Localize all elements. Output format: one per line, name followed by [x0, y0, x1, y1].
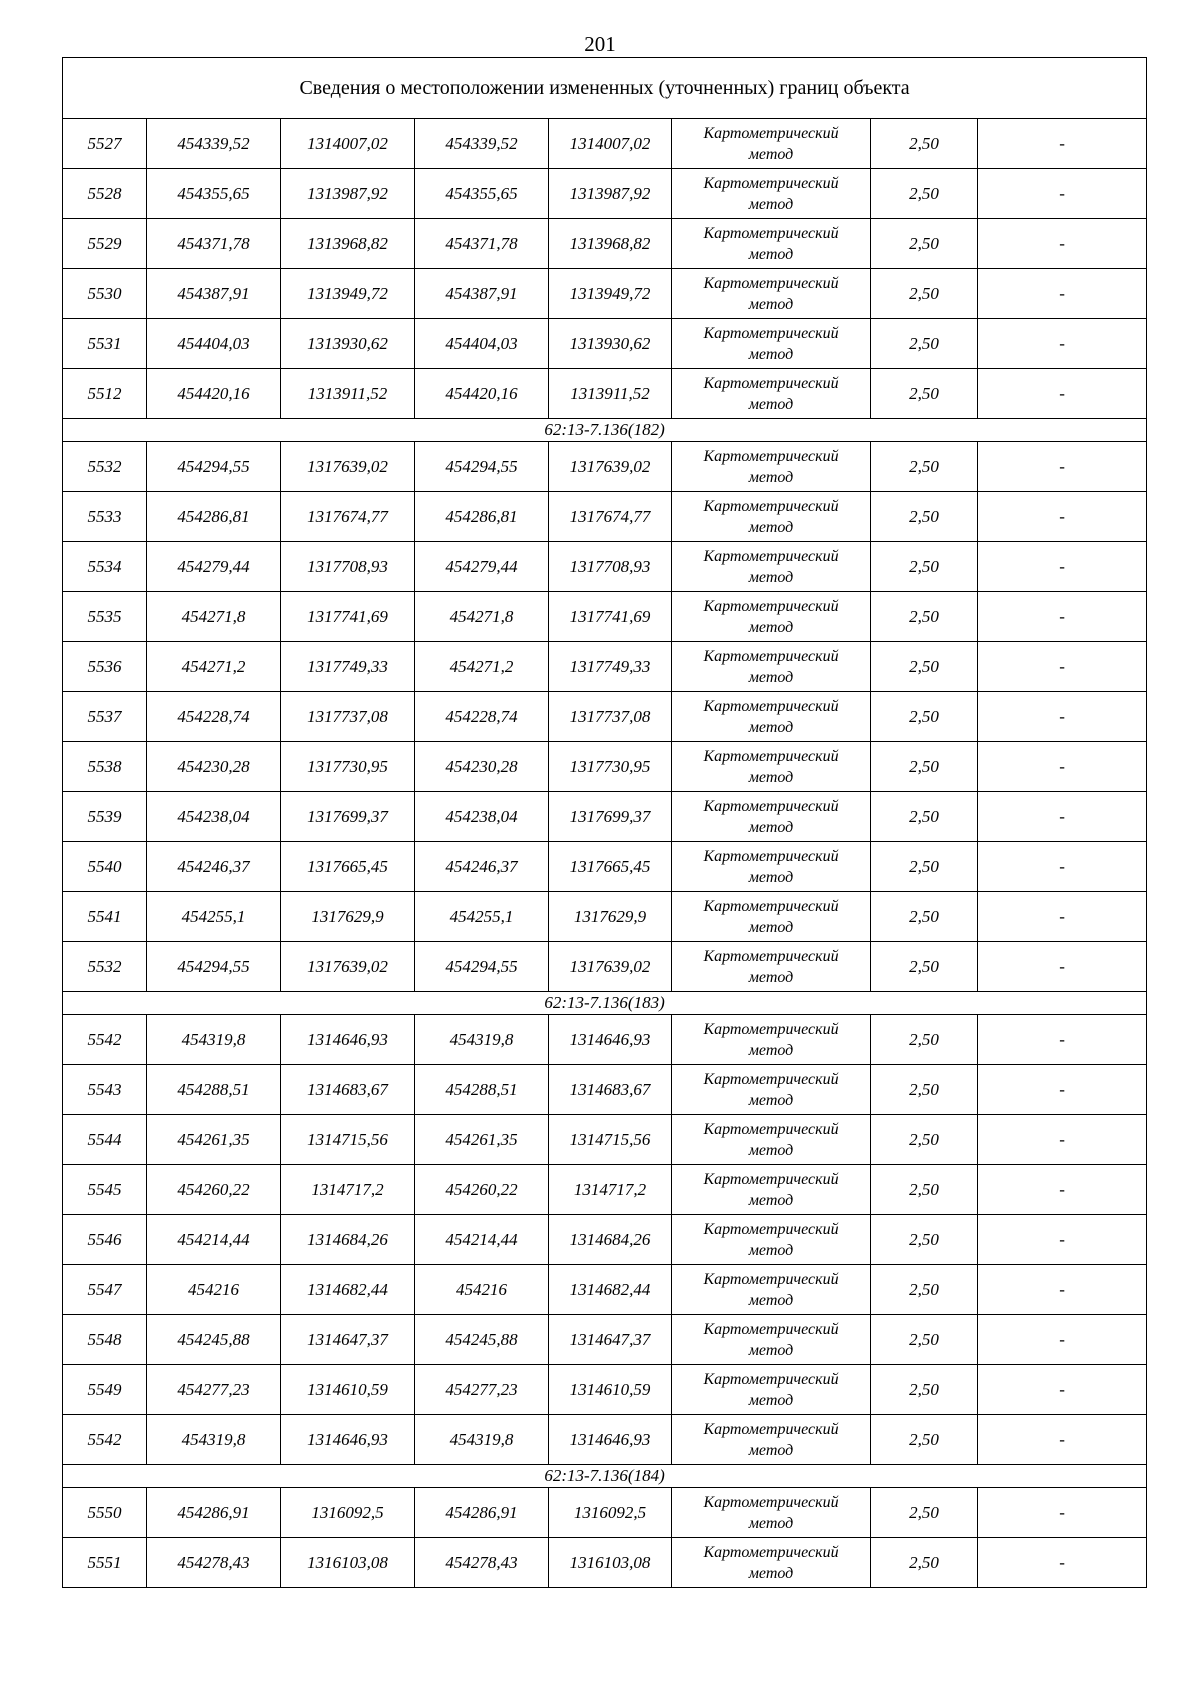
x-existing-cell: 454294,55: [147, 442, 281, 492]
y-refined-cell: 1314646,93: [549, 1415, 672, 1465]
point-number-cell: 5512: [63, 369, 147, 419]
table-row: [63, 319, 1147, 369]
y-existing-cell: 1317749,33: [281, 642, 415, 692]
y-refined-cell: 1317708,93: [549, 542, 672, 592]
description-cell: -: [978, 319, 1147, 369]
x-existing-cell: 454319,8: [147, 1015, 281, 1065]
method-cell: Картометрический метод: [672, 269, 871, 319]
x-existing-cell: 454214,44: [147, 1215, 281, 1265]
y-existing-cell: 1314684,26: [281, 1215, 415, 1265]
accuracy-cell: 2,50: [871, 1538, 978, 1588]
table-row: [63, 1415, 1147, 1465]
y-existing-cell: 1317674,77: [281, 492, 415, 542]
table-row: [63, 1315, 1147, 1365]
y-existing-cell: 1317737,08: [281, 692, 415, 742]
point-number-cell: 5533: [63, 492, 147, 542]
x-existing-cell: 454355,65: [147, 169, 281, 219]
point-number-cell: 5538: [63, 742, 147, 792]
accuracy-cell: 2,50: [871, 369, 978, 419]
table-row: [63, 742, 1147, 792]
method-cell: Картометрический метод: [672, 1015, 871, 1065]
y-refined-cell: 1314717,2: [549, 1165, 672, 1215]
point-number-cell: 5531: [63, 319, 147, 369]
method-cell: Картометрический метод: [672, 119, 871, 169]
x-refined-cell: 454355,65: [415, 169, 549, 219]
description-cell: -: [978, 642, 1147, 692]
y-refined-cell: 1313968,82: [549, 219, 672, 269]
point-number-cell: 5532: [63, 942, 147, 992]
y-existing-cell: 1313930,62: [281, 319, 415, 369]
description-cell: -: [978, 1165, 1147, 1215]
table-row: [63, 1165, 1147, 1215]
accuracy-cell: 2,50: [871, 842, 978, 892]
x-existing-cell: 454371,78: [147, 219, 281, 269]
x-existing-cell: 454294,55: [147, 942, 281, 992]
point-number-cell: 5536: [63, 642, 147, 692]
x-existing-cell: 454246,37: [147, 842, 281, 892]
x-refined-cell: 454279,44: [415, 542, 549, 592]
accuracy-cell: 2,50: [871, 792, 978, 842]
y-existing-cell: 1314646,93: [281, 1015, 415, 1065]
x-refined-cell: 454246,37: [415, 842, 549, 892]
method-cell: Картометрический метод: [672, 542, 871, 592]
y-existing-cell: 1313968,82: [281, 219, 415, 269]
x-refined-cell: 454339,52: [415, 119, 549, 169]
point-number-cell: 5546: [63, 1215, 147, 1265]
y-refined-cell: 1317741,69: [549, 592, 672, 642]
accuracy-cell: 2,50: [871, 442, 978, 492]
y-existing-cell: 1314610,59: [281, 1365, 415, 1415]
description-cell: -: [978, 1065, 1147, 1115]
method-cell: Картометрический метод: [672, 692, 871, 742]
table-row: [63, 492, 1147, 542]
y-existing-cell: 1314646,93: [281, 1415, 415, 1465]
y-refined-cell: 1317629,9: [549, 892, 672, 942]
x-refined-cell: 454288,51: [415, 1065, 549, 1115]
method-cell: Картометрический метод: [672, 942, 871, 992]
x-existing-cell: 454245,88: [147, 1315, 281, 1365]
accuracy-cell: 2,50: [871, 1215, 978, 1265]
x-existing-cell: 454339,52: [147, 119, 281, 169]
y-existing-cell: 1316103,08: [281, 1538, 415, 1588]
y-refined-cell: 1314647,37: [549, 1315, 672, 1365]
x-refined-cell: 454230,28: [415, 742, 549, 792]
boundary-coordinates-table: [62, 57, 1147, 1588]
y-existing-cell: 1314647,37: [281, 1315, 415, 1365]
description-cell: -: [978, 892, 1147, 942]
method-cell: Картометрический метод: [672, 169, 871, 219]
x-existing-cell: 454277,23: [147, 1365, 281, 1415]
point-number-cell: 5547: [63, 1265, 147, 1315]
y-existing-cell: 1314007,02: [281, 119, 415, 169]
accuracy-cell: 2,50: [871, 269, 978, 319]
y-existing-cell: 1317699,37: [281, 792, 415, 842]
table-row: [63, 1265, 1147, 1315]
method-cell: Картометрический метод: [672, 892, 871, 942]
point-number-cell: 5543: [63, 1065, 147, 1115]
x-refined-cell: 454420,16: [415, 369, 549, 419]
method-cell: Картометрический метод: [672, 1415, 871, 1465]
table-row: [63, 842, 1147, 892]
description-cell: -: [978, 1488, 1147, 1538]
table-row: [63, 1115, 1147, 1165]
x-existing-cell: 454260,22: [147, 1165, 281, 1215]
y-refined-cell: 1314682,44: [549, 1265, 672, 1315]
y-refined-cell: 1317730,95: [549, 742, 672, 792]
x-refined-cell: 454261,35: [415, 1115, 549, 1165]
y-refined-cell: 1313949,72: [549, 269, 672, 319]
method-cell: Картометрический метод: [672, 742, 871, 792]
y-refined-cell: 1317699,37: [549, 792, 672, 842]
y-refined-cell: 1313987,92: [549, 169, 672, 219]
x-refined-cell: 454271,8: [415, 592, 549, 642]
table-row: [63, 269, 1147, 319]
table-row: [63, 642, 1147, 692]
point-number-cell: 5527: [63, 119, 147, 169]
description-cell: -: [978, 742, 1147, 792]
x-refined-cell: 454294,55: [415, 442, 549, 492]
parcel-section-label: 62:13-7.136(183): [63, 992, 1147, 1015]
x-refined-cell: 454387,91: [415, 269, 549, 319]
x-existing-cell: 454255,1: [147, 892, 281, 942]
point-number-cell: 5534: [63, 542, 147, 592]
x-existing-cell: 454278,43: [147, 1538, 281, 1588]
x-refined-cell: 454271,2: [415, 642, 549, 692]
point-number-cell: 5530: [63, 269, 147, 319]
page-number: 201: [584, 32, 616, 56]
description-cell: -: [978, 1215, 1147, 1265]
table-row: [63, 442, 1147, 492]
table-row: [63, 1015, 1147, 1065]
point-number-cell: 5542: [63, 1015, 147, 1065]
x-existing-cell: 454279,44: [147, 542, 281, 592]
description-cell: -: [978, 592, 1147, 642]
y-refined-cell: 1313930,62: [549, 319, 672, 369]
accuracy-cell: 2,50: [871, 219, 978, 269]
point-number-cell: 5537: [63, 692, 147, 742]
x-refined-cell: 454319,8: [415, 1415, 549, 1465]
accuracy-cell: 2,50: [871, 1165, 978, 1215]
description-cell: -: [978, 492, 1147, 542]
y-existing-cell: 1314717,2: [281, 1165, 415, 1215]
accuracy-cell: 2,50: [871, 1015, 978, 1065]
point-number-cell: 5549: [63, 1365, 147, 1415]
point-number-cell: 5535: [63, 592, 147, 642]
x-refined-cell: 454277,23: [415, 1365, 549, 1415]
x-existing-cell: 454261,35: [147, 1115, 281, 1165]
y-existing-cell: 1317730,95: [281, 742, 415, 792]
accuracy-cell: 2,50: [871, 492, 978, 542]
table-row: [63, 1538, 1147, 1588]
y-existing-cell: 1313987,92: [281, 169, 415, 219]
accuracy-cell: 2,50: [871, 319, 978, 369]
description-cell: -: [978, 942, 1147, 992]
section-header-row: [63, 1465, 1147, 1488]
accuracy-cell: 2,50: [871, 742, 978, 792]
table-row: [63, 169, 1147, 219]
point-number-cell: 5541: [63, 892, 147, 942]
method-cell: Картометрический метод: [672, 492, 871, 542]
accuracy-cell: 2,50: [871, 1115, 978, 1165]
point-number-cell: 5545: [63, 1165, 147, 1215]
description-cell: -: [978, 169, 1147, 219]
x-refined-cell: 454255,1: [415, 892, 549, 942]
table-row: [63, 892, 1147, 942]
description-cell: -: [978, 442, 1147, 492]
x-existing-cell: 454387,91: [147, 269, 281, 319]
method-cell: Картометрический метод: [672, 369, 871, 419]
point-number-cell: 5540: [63, 842, 147, 892]
x-refined-cell: 454238,04: [415, 792, 549, 842]
x-existing-cell: 454286,91: [147, 1488, 281, 1538]
table-row: [63, 1365, 1147, 1415]
accuracy-cell: 2,50: [871, 1488, 978, 1538]
x-refined-cell: 454228,74: [415, 692, 549, 742]
y-refined-cell: 1314715,56: [549, 1115, 672, 1165]
description-cell: -: [978, 219, 1147, 269]
description-cell: -: [978, 1315, 1147, 1365]
method-cell: Картометрический метод: [672, 642, 871, 692]
y-existing-cell: 1317665,45: [281, 842, 415, 892]
table-title: Сведения о местоположении измененных (уточненных) границ объекта: [63, 58, 1147, 119]
y-refined-cell: 1313911,52: [549, 369, 672, 419]
table-body: [63, 58, 1147, 1588]
method-cell: Картометрический метод: [672, 1538, 871, 1588]
table-row: [63, 592, 1147, 642]
y-refined-cell: 1314683,67: [549, 1065, 672, 1115]
y-refined-cell: 1317749,33: [549, 642, 672, 692]
accuracy-cell: 2,50: [871, 1065, 978, 1115]
x-refined-cell: 454214,44: [415, 1215, 549, 1265]
description-cell: -: [978, 692, 1147, 742]
x-existing-cell: 454271,8: [147, 592, 281, 642]
y-refined-cell: 1316103,08: [549, 1538, 672, 1588]
x-existing-cell: 454404,03: [147, 319, 281, 369]
accuracy-cell: 2,50: [871, 892, 978, 942]
x-refined-cell: 454404,03: [415, 319, 549, 369]
method-cell: Картометрический метод: [672, 319, 871, 369]
accuracy-cell: 2,50: [871, 1415, 978, 1465]
method-cell: Картометрический метод: [672, 1065, 871, 1115]
x-existing-cell: 454288,51: [147, 1065, 281, 1115]
table-title-row: [63, 58, 1147, 119]
y-existing-cell: 1314715,56: [281, 1115, 415, 1165]
x-existing-cell: 454230,28: [147, 742, 281, 792]
method-cell: Картометрический метод: [672, 1315, 871, 1365]
y-existing-cell: 1316092,5: [281, 1488, 415, 1538]
table-row: [63, 942, 1147, 992]
method-cell: Картометрический метод: [672, 1115, 871, 1165]
x-existing-cell: 454420,16: [147, 369, 281, 419]
y-existing-cell: 1314682,44: [281, 1265, 415, 1315]
description-cell: -: [978, 1538, 1147, 1588]
description-cell: -: [978, 792, 1147, 842]
point-number-cell: 5544: [63, 1115, 147, 1165]
description-cell: -: [978, 842, 1147, 892]
point-number-cell: 5539: [63, 792, 147, 842]
method-cell: Картометрический метод: [672, 219, 871, 269]
point-number-cell: 5529: [63, 219, 147, 269]
method-cell: Картометрический метод: [672, 592, 871, 642]
point-number-cell: 5528: [63, 169, 147, 219]
x-refined-cell: 454260,22: [415, 1165, 549, 1215]
method-cell: Картометрический метод: [672, 1265, 871, 1315]
x-refined-cell: 454245,88: [415, 1315, 549, 1365]
method-cell: Картометрический метод: [672, 1365, 871, 1415]
method-cell: Картометрический метод: [672, 1165, 871, 1215]
y-refined-cell: 1317674,77: [549, 492, 672, 542]
x-refined-cell: 454216: [415, 1265, 549, 1315]
y-existing-cell: 1314683,67: [281, 1065, 415, 1115]
table-row: [63, 219, 1147, 269]
y-refined-cell: 1316092,5: [549, 1488, 672, 1538]
accuracy-cell: 2,50: [871, 169, 978, 219]
point-number-cell: 5532: [63, 442, 147, 492]
x-existing-cell: 454238,04: [147, 792, 281, 842]
accuracy-cell: 2,50: [871, 642, 978, 692]
y-refined-cell: 1317639,02: [549, 442, 672, 492]
y-existing-cell: 1317639,02: [281, 942, 415, 992]
y-refined-cell: 1314007,02: [549, 119, 672, 169]
accuracy-cell: 2,50: [871, 1315, 978, 1365]
accuracy-cell: 2,50: [871, 1365, 978, 1415]
y-refined-cell: 1314684,26: [549, 1215, 672, 1265]
y-refined-cell: 1314646,93: [549, 1015, 672, 1065]
table-row: [63, 1065, 1147, 1115]
description-cell: -: [978, 369, 1147, 419]
accuracy-cell: 2,50: [871, 592, 978, 642]
method-cell: Картометрический метод: [672, 792, 871, 842]
y-existing-cell: 1317639,02: [281, 442, 415, 492]
x-existing-cell: 454216: [147, 1265, 281, 1315]
x-refined-cell: 454286,91: [415, 1488, 549, 1538]
parcel-section-label: 62:13-7.136(182): [63, 419, 1147, 442]
method-cell: Картометрический метод: [672, 1215, 871, 1265]
y-refined-cell: 1314610,59: [549, 1365, 672, 1415]
x-existing-cell: 454228,74: [147, 692, 281, 742]
table-row: [63, 1215, 1147, 1265]
description-cell: -: [978, 119, 1147, 169]
x-refined-cell: 454286,81: [415, 492, 549, 542]
point-number-cell: 5551: [63, 1538, 147, 1588]
point-number-cell: 5542: [63, 1415, 147, 1465]
section-header-row: [63, 992, 1147, 1015]
x-existing-cell: 454271,2: [147, 642, 281, 692]
x-refined-cell: 454371,78: [415, 219, 549, 269]
method-cell: Картометрический метод: [672, 442, 871, 492]
method-cell: Картометрический метод: [672, 842, 871, 892]
parcel-section-label: 62:13-7.136(184): [63, 1465, 1147, 1488]
table-row: [63, 369, 1147, 419]
table-row: [63, 692, 1147, 742]
y-existing-cell: 1313949,72: [281, 269, 415, 319]
x-existing-cell: 454286,81: [147, 492, 281, 542]
table-row: [63, 542, 1147, 592]
point-number-cell: 5550: [63, 1488, 147, 1538]
description-cell: -: [978, 1115, 1147, 1165]
y-existing-cell: 1317708,93: [281, 542, 415, 592]
accuracy-cell: 2,50: [871, 542, 978, 592]
y-refined-cell: 1317737,08: [549, 692, 672, 742]
y-existing-cell: 1317741,69: [281, 592, 415, 642]
table-row: [63, 1488, 1147, 1538]
description-cell: -: [978, 1415, 1147, 1465]
y-refined-cell: 1317665,45: [549, 842, 672, 892]
method-cell: Картометрический метод: [672, 1488, 871, 1538]
accuracy-cell: 2,50: [871, 119, 978, 169]
section-header-row: [63, 419, 1147, 442]
accuracy-cell: 2,50: [871, 692, 978, 742]
description-cell: -: [978, 1365, 1147, 1415]
description-cell: -: [978, 542, 1147, 592]
description-cell: -: [978, 269, 1147, 319]
table-row: [63, 792, 1147, 842]
x-refined-cell: 454294,55: [415, 942, 549, 992]
point-number-cell: 5548: [63, 1315, 147, 1365]
x-existing-cell: 454319,8: [147, 1415, 281, 1465]
x-refined-cell: 454319,8: [415, 1015, 549, 1065]
table-row: [63, 119, 1147, 169]
y-refined-cell: 1317639,02: [549, 942, 672, 992]
description-cell: -: [978, 1265, 1147, 1315]
accuracy-cell: 2,50: [871, 942, 978, 992]
description-cell: -: [978, 1015, 1147, 1065]
y-existing-cell: 1313911,52: [281, 369, 415, 419]
accuracy-cell: 2,50: [871, 1265, 978, 1315]
x-refined-cell: 454278,43: [415, 1538, 549, 1588]
y-existing-cell: 1317629,9: [281, 892, 415, 942]
